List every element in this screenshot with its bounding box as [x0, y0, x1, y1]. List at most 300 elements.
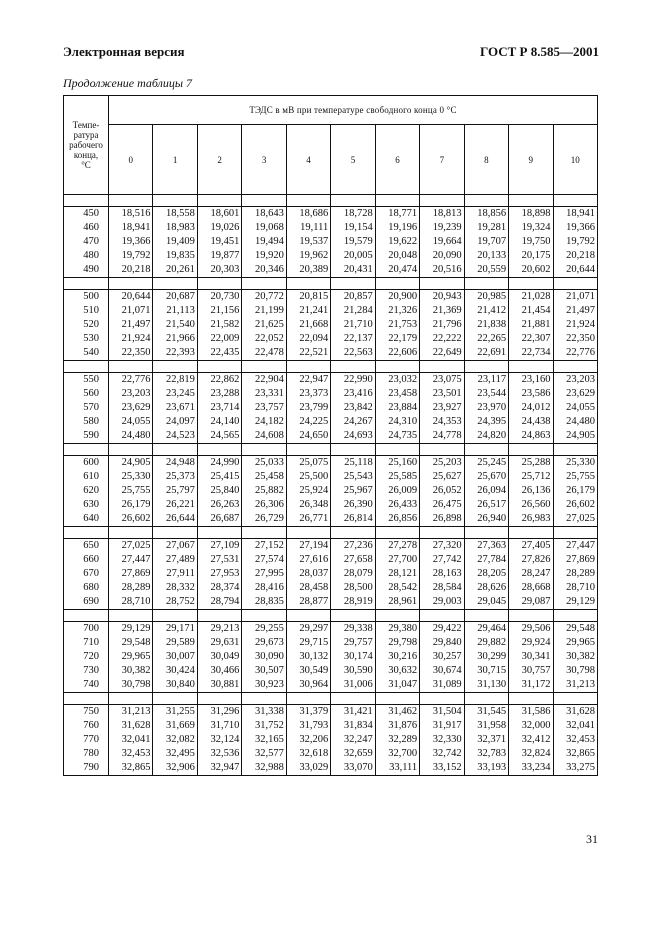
spacer-cell [109, 610, 153, 622]
spacer-cell [109, 693, 153, 705]
temperature-cell: 450 [64, 207, 109, 222]
table-title: ТЭДС в мВ при температуре свободного конца 0 °С [109, 96, 598, 125]
column-header: 3 [242, 125, 286, 195]
emf-value-cell: 32,536 [197, 747, 241, 761]
emf-value-cell: 20,474 [375, 263, 419, 278]
emf-value-cell: 22,862 [197, 373, 241, 388]
temperature-cell: 640 [64, 512, 109, 527]
temperature-cell: 700 [64, 622, 109, 637]
emf-value-cell: 20,431 [331, 263, 375, 278]
column-header: 6 [375, 125, 419, 195]
emf-value-cell: 22,776 [553, 346, 597, 361]
emf-value-cell: 26,771 [286, 512, 330, 527]
emf-value-cell: 31,504 [420, 705, 464, 720]
spacer-cell [420, 527, 464, 539]
emf-value-cell: 32,289 [375, 733, 419, 747]
emf-value-cell: 28,205 [464, 567, 508, 581]
emf-value-cell: 27,784 [464, 553, 508, 567]
emf-value-cell: 28,289 [553, 567, 597, 581]
emf-value-cell: 22,052 [242, 332, 286, 346]
emf-value-cell: 30,132 [286, 650, 330, 664]
emf-value-cell: 32,165 [242, 733, 286, 747]
emf-value-cell: 19,409 [153, 235, 197, 249]
emf-value-cell: 20,261 [153, 263, 197, 278]
emf-value-cell: 23,288 [197, 387, 241, 401]
emf-value-cell: 30,674 [420, 664, 464, 678]
temperature-cell: 560 [64, 387, 109, 401]
emf-value-cell: 31,545 [464, 705, 508, 720]
spacer-cell [420, 693, 464, 705]
emf-value-cell: 28,289 [109, 581, 153, 595]
emf-value-cell: 30,923 [242, 678, 286, 693]
spacer-cell [197, 278, 241, 290]
emf-value-cell: 23,927 [420, 401, 464, 415]
emf-value-cell: 28,374 [197, 581, 241, 595]
emf-value-cell: 20,133 [464, 249, 508, 263]
emf-value-cell: 18,941 [109, 221, 153, 235]
column-header: 7 [420, 125, 464, 195]
emf-value-cell: 28,877 [286, 595, 330, 610]
emf-value-cell: 27,109 [197, 539, 241, 554]
emf-value-cell: 24,225 [286, 415, 330, 429]
table-row [64, 705, 598, 720]
emf-value-cell: 28,835 [242, 595, 286, 610]
emf-value-cell: 33,234 [509, 761, 553, 776]
rowhead-line: °С [81, 160, 91, 170]
spacer-cell [153, 278, 197, 290]
emf-value-cell: 19,664 [420, 235, 464, 249]
spacer-cell [242, 693, 286, 705]
emf-value-cell: 24,948 [153, 456, 197, 471]
emf-value-cell: 24,267 [331, 415, 375, 429]
temperature-cell: 580 [64, 415, 109, 429]
emf-value-cell: 23,203 [109, 387, 153, 401]
temperature-cell: 480 [64, 249, 109, 263]
emf-value-cell: 25,840 [197, 484, 241, 498]
emf-value-cell: 24,778 [420, 429, 464, 444]
table-row [64, 719, 598, 733]
temperature-cell: 550 [64, 373, 109, 388]
spacer-cell [153, 195, 197, 207]
spacer-cell [420, 361, 464, 373]
emf-value-cell: 21,071 [553, 290, 597, 305]
spacer-cell [286, 361, 330, 373]
emf-value-cell: 32,082 [153, 733, 197, 747]
emf-value-cell: 22,734 [509, 346, 553, 361]
spacer-cell [109, 278, 153, 290]
emf-value-cell: 27,616 [286, 553, 330, 567]
emf-value-cell: 29,631 [197, 636, 241, 650]
emf-value-cell: 23,586 [509, 387, 553, 401]
emf-value-cell: 27,531 [197, 553, 241, 567]
emf-value-cell: 27,911 [153, 567, 197, 581]
emf-value-cell: 24,693 [331, 429, 375, 444]
emf-value-cell: 24,905 [109, 456, 153, 471]
emf-value-cell: 27,658 [331, 553, 375, 567]
emf-value-cell: 25,882 [242, 484, 286, 498]
emf-value-cell: 29,798 [375, 636, 419, 650]
emf-value-cell: 30,257 [420, 650, 464, 664]
emf-value-cell: 32,577 [242, 747, 286, 761]
spacer-cell [420, 278, 464, 290]
emf-value-cell: 27,447 [109, 553, 153, 567]
emf-value-cell: 25,712 [509, 470, 553, 484]
emf-value-cell: 20,644 [109, 290, 153, 305]
table-row [64, 373, 598, 388]
emf-value-cell: 19,026 [197, 221, 241, 235]
spacer-cell [242, 527, 286, 539]
spacer-cell [553, 444, 597, 456]
table-row [64, 664, 598, 678]
emf-value-cell: 26,814 [331, 512, 375, 527]
emf-value-cell: 28,794 [197, 595, 241, 610]
spacer-cell [331, 361, 375, 373]
emf-value-cell: 31,130 [464, 678, 508, 693]
emf-value-cell: 32,824 [509, 747, 553, 761]
spacer-cell [331, 527, 375, 539]
spacer-cell [153, 610, 197, 622]
emf-value-cell: 18,686 [286, 207, 330, 222]
table-row [64, 332, 598, 346]
emf-value-cell: 21,199 [242, 304, 286, 318]
emf-value-cell: 32,247 [331, 733, 375, 747]
spacer-cell [553, 693, 597, 705]
emf-value-cell: 20,559 [464, 263, 508, 278]
emf-value-cell: 25,755 [109, 484, 153, 498]
emf-value-cell: 23,331 [242, 387, 286, 401]
emf-value-cell: 20,772 [242, 290, 286, 305]
table-row [64, 318, 598, 332]
spacer-cell [331, 693, 375, 705]
emf-value-cell: 29,129 [553, 595, 597, 610]
emf-value-cell: 19,324 [509, 221, 553, 235]
emf-value-cell: 22,179 [375, 332, 419, 346]
spacer-cell [64, 195, 109, 207]
emf-value-cell: 25,967 [331, 484, 375, 498]
emf-value-cell: 27,152 [242, 539, 286, 554]
emf-value-cell: 22,350 [553, 332, 597, 346]
emf-value-cell: 21,028 [509, 290, 553, 305]
emf-value-cell: 31,421 [331, 705, 375, 720]
emf-value-cell: 30,632 [375, 664, 419, 678]
emf-value-cell: 26,263 [197, 498, 241, 512]
emf-value-cell: 19,451 [197, 235, 241, 249]
rowhead-line: ратура [73, 130, 99, 140]
emf-value-cell: 26,940 [464, 512, 508, 527]
emf-value-cell: 23,203 [553, 373, 597, 388]
emf-value-cell: 26,602 [109, 512, 153, 527]
temperature-cell: 790 [64, 761, 109, 776]
spacer-cell [242, 361, 286, 373]
emf-value-cell: 30,964 [286, 678, 330, 693]
spacer-cell [64, 361, 109, 373]
emf-value-cell: 28,752 [153, 595, 197, 610]
table-row [64, 733, 598, 747]
spacer-cell [375, 444, 419, 456]
spacer-cell [153, 527, 197, 539]
emf-value-cell: 28,626 [464, 581, 508, 595]
emf-value-cell: 26,052 [420, 484, 464, 498]
emf-value-cell: 23,714 [197, 401, 241, 415]
temperature-cell: 780 [64, 747, 109, 761]
emf-value-cell: 19,622 [375, 235, 419, 249]
emf-value-cell: 32,371 [464, 733, 508, 747]
spacer-cell [286, 693, 330, 705]
emf-value-cell: 20,090 [420, 249, 464, 263]
column-header: 2 [197, 125, 241, 195]
rowhead-line: конца, [73, 150, 99, 160]
emf-value-cell: 21,241 [286, 304, 330, 318]
temperature-cell: 650 [64, 539, 109, 554]
temperature-cell: 740 [64, 678, 109, 693]
emf-value-cell: 26,644 [153, 512, 197, 527]
emf-value-cell: 27,826 [509, 553, 553, 567]
spacer-cell [197, 195, 241, 207]
temperature-cell: 660 [64, 553, 109, 567]
emf-value-cell: 27,236 [331, 539, 375, 554]
emf-value-cell: 25,755 [553, 470, 597, 484]
emf-value-cell: 21,924 [109, 332, 153, 346]
emf-value-cell: 18,728 [331, 207, 375, 222]
emf-value-cell: 29,129 [109, 622, 153, 637]
emf-value-cell: 25,033 [242, 456, 286, 471]
spacer-cell [242, 610, 286, 622]
emf-value-cell: 30,424 [153, 664, 197, 678]
table-row [64, 761, 598, 776]
emf-value-cell: 26,221 [153, 498, 197, 512]
spacer-cell [464, 361, 508, 373]
spacer-cell [509, 278, 553, 290]
emf-value-cell: 31,172 [509, 678, 553, 693]
header-left: Электронная версия [63, 44, 185, 59]
emf-value-cell: 18,898 [509, 207, 553, 222]
emf-value-cell: 30,881 [197, 678, 241, 693]
temperature-cell: 620 [64, 484, 109, 498]
emf-value-cell: 23,544 [464, 387, 508, 401]
emf-value-cell: 20,857 [331, 290, 375, 305]
column-header: 1 [153, 125, 197, 195]
temperature-cell: 540 [64, 346, 109, 361]
table-row [64, 235, 598, 249]
emf-value-cell: 29,548 [553, 622, 597, 637]
spacer-cell [509, 693, 553, 705]
emf-value-cell: 32,206 [286, 733, 330, 747]
emf-value-cell: 27,320 [420, 539, 464, 554]
emf-value-cell: 19,707 [464, 235, 508, 249]
spacer-cell [64, 278, 109, 290]
rowhead-line: Темпе- [72, 120, 100, 130]
emf-value-cell: 21,796 [420, 318, 464, 332]
emf-value-cell: 23,416 [331, 387, 375, 401]
emf-value-cell: 21,540 [153, 318, 197, 332]
emf-value-cell: 23,117 [464, 373, 508, 388]
emf-value-cell: 20,815 [286, 290, 330, 305]
spacer-cell [331, 610, 375, 622]
emf-value-cell: 29,422 [420, 622, 464, 637]
spacer-cell [242, 195, 286, 207]
spacer-cell [109, 195, 153, 207]
spacer-cell [242, 444, 286, 456]
table-row [64, 304, 598, 318]
emf-value-cell: 31,006 [331, 678, 375, 693]
emf-value-cell: 21,326 [375, 304, 419, 318]
emf-value-cell: 21,454 [509, 304, 553, 318]
emf-value-cell: 25,585 [375, 470, 419, 484]
emf-value-cell: 29,840 [420, 636, 464, 650]
emf-value-cell: 18,941 [553, 207, 597, 222]
emf-value-cell: 21,966 [153, 332, 197, 346]
emf-value-cell: 19,537 [286, 235, 330, 249]
emf-value-cell: 20,602 [509, 263, 553, 278]
emf-value-cell: 32,988 [242, 761, 286, 776]
table-row [64, 484, 598, 498]
emf-value-cell: 29,380 [375, 622, 419, 637]
emf-value-cell: 27,278 [375, 539, 419, 554]
spacer-cell [109, 527, 153, 539]
emf-value-cell: 30,299 [464, 650, 508, 664]
table-row [64, 429, 598, 444]
rowhead-line: рабочего [69, 140, 103, 150]
emf-value-cell: 28,121 [375, 567, 419, 581]
emf-value-cell: 28,584 [420, 581, 464, 595]
emf-value-cell: 21,753 [375, 318, 419, 332]
temperature-cell: 460 [64, 221, 109, 235]
temperature-cell: 570 [64, 401, 109, 415]
emf-value-cell: 26,179 [109, 498, 153, 512]
emf-value-cell: 26,179 [553, 484, 597, 498]
emf-value-cell: 27,067 [153, 539, 197, 554]
emf-value-cell: 29,589 [153, 636, 197, 650]
emf-value-cell: 31,793 [286, 719, 330, 733]
emf-value-cell: 22,563 [331, 346, 375, 361]
emf-value-cell: 31,379 [286, 705, 330, 720]
emf-value-cell: 31,213 [109, 705, 153, 720]
table-row [64, 747, 598, 761]
emf-value-cell: 21,582 [197, 318, 241, 332]
emf-value-cell: 28,710 [553, 581, 597, 595]
emf-value-cell: 31,876 [375, 719, 419, 733]
emf-value-cell: 32,906 [153, 761, 197, 776]
spacer-cell [64, 444, 109, 456]
emf-value-cell: 29,757 [331, 636, 375, 650]
spacer-cell [64, 527, 109, 539]
emf-value-cell: 31,710 [197, 719, 241, 733]
emf-value-cell: 29,965 [109, 650, 153, 664]
emf-value-cell: 32,412 [509, 733, 553, 747]
emf-value-cell: 29,003 [420, 595, 464, 610]
emf-value-cell: 31,917 [420, 719, 464, 733]
emf-value-cell: 21,497 [109, 318, 153, 332]
emf-value-cell: 25,245 [464, 456, 508, 471]
emf-value-cell: 25,373 [153, 470, 197, 484]
emf-value-cell: 22,776 [109, 373, 153, 388]
temperature-cell: 530 [64, 332, 109, 346]
emf-value-cell: 30,798 [109, 678, 153, 693]
spacer-cell [197, 444, 241, 456]
emf-value-cell: 31,958 [464, 719, 508, 733]
emf-value-cell: 19,494 [242, 235, 286, 249]
emf-value-cell: 25,543 [331, 470, 375, 484]
emf-value-cell: 21,071 [109, 304, 153, 318]
table-row [64, 415, 598, 429]
spacer-cell [375, 195, 419, 207]
emf-value-cell: 18,516 [109, 207, 153, 222]
emf-value-cell: 29,171 [153, 622, 197, 637]
emf-value-cell: 19,920 [242, 249, 286, 263]
emf-value-cell: 18,771 [375, 207, 419, 222]
temperature-cell: 770 [64, 733, 109, 747]
emf-value-cell: 32,865 [553, 747, 597, 761]
spacer-cell [242, 278, 286, 290]
emf-value-cell: 26,856 [375, 512, 419, 527]
emf-value-cell: 20,516 [420, 263, 464, 278]
table-row [64, 678, 598, 693]
table-row [64, 581, 598, 595]
emf-value-cell: 26,475 [420, 498, 464, 512]
emf-value-cell: 21,412 [464, 304, 508, 318]
emf-value-cell: 25,458 [242, 470, 286, 484]
table-row [64, 567, 598, 581]
spacer-cell [420, 610, 464, 622]
emf-value-cell: 30,216 [375, 650, 419, 664]
emf-value-cell: 22,478 [242, 346, 286, 361]
spacer-cell [331, 278, 375, 290]
emf-value-cell: 30,007 [153, 650, 197, 664]
emf-value-cell: 22,393 [153, 346, 197, 361]
emf-value-cell: 32,041 [109, 733, 153, 747]
emf-value-cell: 18,558 [153, 207, 197, 222]
temperature-cell: 510 [64, 304, 109, 318]
emf-value-cell: 31,213 [553, 678, 597, 693]
emf-value-cell: 29,297 [286, 622, 330, 637]
spacer-cell [286, 527, 330, 539]
emf-value-cell: 22,350 [109, 346, 153, 361]
emf-value-cell: 22,009 [197, 332, 241, 346]
emf-value-cell: 22,435 [197, 346, 241, 361]
emf-value-cell: 28,500 [331, 581, 375, 595]
spacer-cell [509, 444, 553, 456]
column-header: 5 [331, 125, 375, 195]
emf-value-cell: 26,560 [509, 498, 553, 512]
block-spacer-row [64, 361, 598, 373]
emf-value-cell: 23,458 [375, 387, 419, 401]
spacer-cell [64, 693, 109, 705]
emf-value-cell: 31,462 [375, 705, 419, 720]
emf-value-cell: 32,000 [509, 719, 553, 733]
emf-value-cell: 23,671 [153, 401, 197, 415]
emf-value-cell: 30,549 [286, 664, 330, 678]
table-row [64, 650, 598, 664]
emf-value-cell: 25,118 [331, 456, 375, 471]
emf-value-cell: 29,924 [509, 636, 553, 650]
emf-value-cell: 32,041 [553, 719, 597, 733]
block-spacer-row [64, 527, 598, 539]
emf-value-cell: 20,005 [331, 249, 375, 263]
emf-value-cell: 19,196 [375, 221, 419, 235]
emf-value-cell: 29,673 [242, 636, 286, 650]
spacer-cell [464, 610, 508, 622]
spacer-cell [420, 444, 464, 456]
emf-value-cell: 23,160 [509, 373, 553, 388]
emf-value-cell: 22,947 [286, 373, 330, 388]
emf-value-cell: 27,194 [286, 539, 330, 554]
emf-value-cell: 20,900 [375, 290, 419, 305]
block-spacer-row [64, 444, 598, 456]
emf-value-cell: 25,330 [109, 470, 153, 484]
column-header: 4 [286, 125, 330, 195]
emf-value-cell: 33,152 [420, 761, 464, 776]
emf-value-cell: 22,904 [242, 373, 286, 388]
